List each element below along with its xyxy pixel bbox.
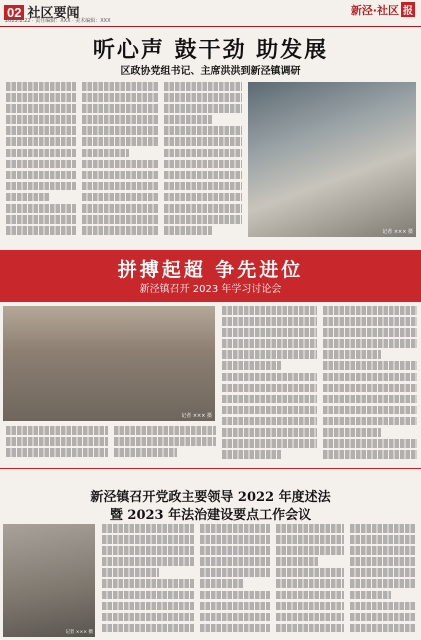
section-name: 社区要闻 bbox=[27, 5, 80, 20]
article1-headline: 听心声 鼓干劲 助发展 bbox=[92, 37, 329, 63]
article1-photo-credit: 记者 ××× 摄 bbox=[382, 229, 413, 235]
article3-body-col2 bbox=[200, 524, 270, 637]
page-number-value: 02 bbox=[4, 5, 24, 20]
article2-body-col3 bbox=[6, 426, 108, 466]
article2-photo-credit: 记者 ××× 摄 bbox=[181, 413, 212, 419]
article3-body-col4 bbox=[350, 524, 416, 637]
article2-body-col2 bbox=[323, 306, 417, 464]
article3-photo bbox=[3, 524, 95, 637]
article1-body-col2 bbox=[82, 82, 158, 242]
article1-body-col1 bbox=[6, 82, 76, 242]
article2-body-col1 bbox=[222, 306, 317, 464]
article2-photo bbox=[3, 306, 215, 421]
article3-body-col1 bbox=[102, 524, 194, 637]
article2-title: 拼搏起超 争先进位 bbox=[117, 259, 304, 281]
article2-body-col4 bbox=[114, 426, 216, 466]
article3-body-col3 bbox=[276, 524, 344, 637]
article1-body-col3 bbox=[164, 82, 242, 242]
article3-headline-line1: 新泾镇召开党政主要领导 2022 年度述法 bbox=[90, 490, 331, 505]
article2-banner bbox=[0, 250, 421, 302]
page-header bbox=[0, 0, 421, 27]
article1-photo bbox=[248, 82, 416, 237]
masthead bbox=[351, 2, 415, 18]
masthead-text: 新泾·社区 bbox=[350, 4, 399, 17]
section-divider bbox=[0, 468, 421, 469]
masthead-mark: 报 bbox=[401, 2, 415, 17]
article3-headline-line2: 暨 2023 年法治建设要点工作会议 bbox=[109, 508, 312, 523]
article1-subheadline: 区政协党组书记、主席洪洪到新泾镇调研 bbox=[120, 66, 301, 77]
article3-photo-credit: 记者 ××× 摄 bbox=[65, 630, 93, 635]
issue-line: 2023.2.22 · 责任编辑：XXX · 美术编辑：XXX bbox=[5, 18, 111, 24]
article2-subtitle: 新泾镇召开 2023 年学习讨论会 bbox=[139, 284, 282, 295]
